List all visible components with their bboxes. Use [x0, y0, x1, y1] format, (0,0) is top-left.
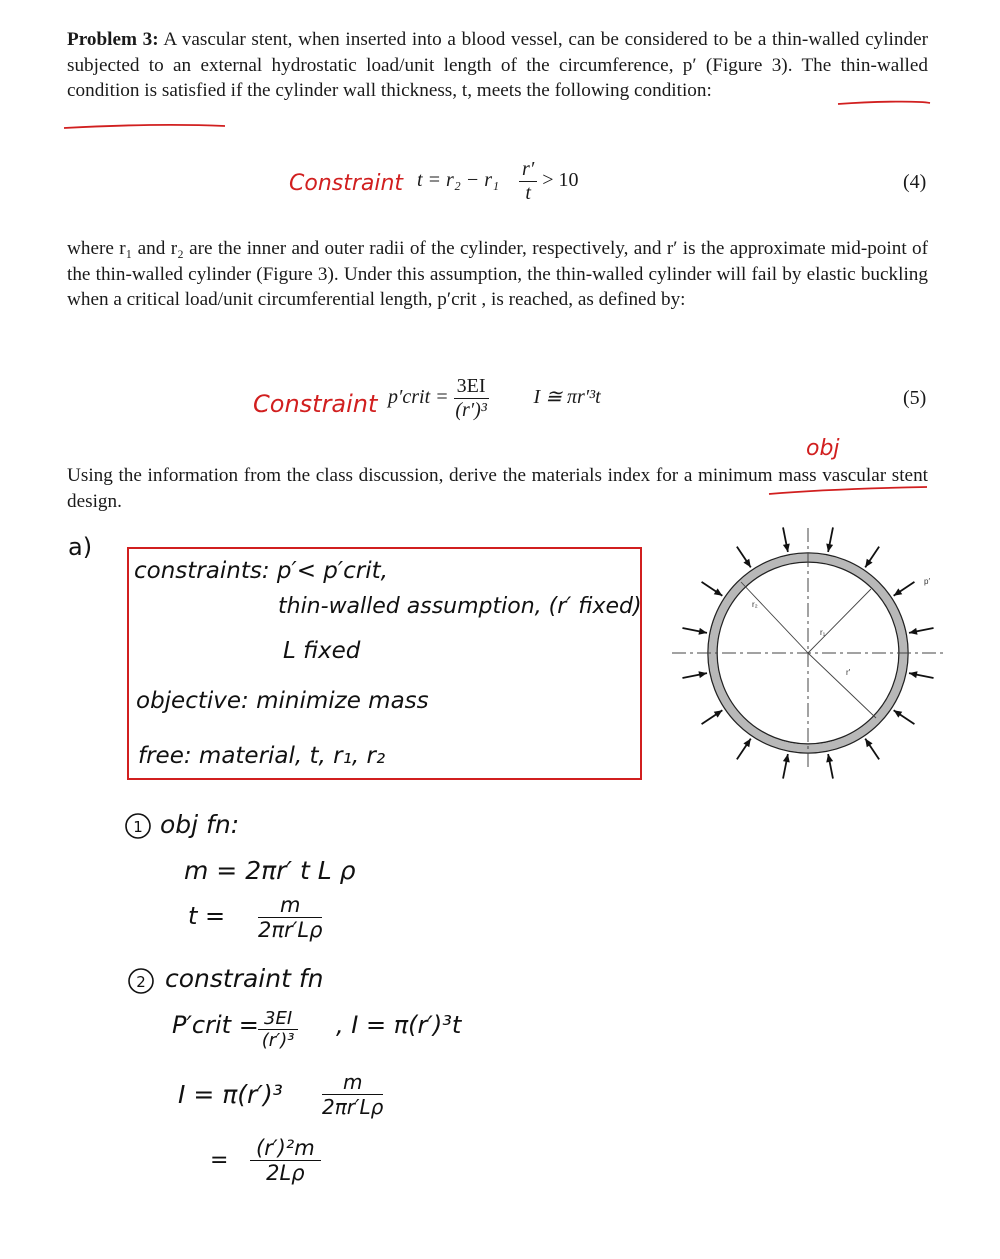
load-arrow-head — [743, 739, 750, 748]
figure-label-p-prime: p′ — [924, 577, 930, 586]
load-arrow-head — [783, 543, 790, 552]
paragraph-buckling: where r₁ and r₂ are the inner and outer radii of the cylinder, respectively, and r′ is the approximate mid-point of the thin-walled cylinder (Figure 3). Under this assumption, the thin-walled cylinder will fail by elastic buckling when a critical load/unit circumferential length, p′crit , is reached, as defined by: — [67, 238, 928, 310]
r2-line — [741, 582, 808, 653]
load-arrow-head — [783, 754, 790, 763]
equation-number-4: (4) — [903, 171, 927, 193]
intro-text-underlined: meets the following condition — [472, 80, 707, 101]
box-objective-line: objective: minimize mass — [136, 688, 429, 714]
constraint-annotation-1: Constraint — [289, 171, 404, 196]
box-constraints-line: constraints: p′< p′crit, — [134, 558, 388, 584]
problem-label: Problem 3: — [67, 29, 159, 50]
i-equation-fraction — [322, 1070, 383, 1119]
eq4-denominator: t — [525, 182, 531, 204]
step-1-title: obj fn: — [160, 810, 240, 839]
figure-label-r-prime: r′ — [846, 668, 851, 677]
eq5-numerator: 3EI — [454, 375, 489, 399]
i-equation-lhs: I = π(r′)³ — [178, 1080, 283, 1109]
load-arrow-head — [894, 588, 903, 595]
equation-5 — [388, 375, 601, 422]
figure-label-r1: r₁ — [820, 628, 826, 637]
load-arrow-head — [826, 543, 833, 552]
t-equation-lhs: t = — [188, 902, 226, 930]
eq5-fraction — [454, 375, 489, 422]
step-2-circle — [127, 967, 157, 997]
equation-number-5: (5) — [903, 387, 927, 409]
i-denominator: 2πr′Lρ — [322, 1095, 384, 1119]
equation-4 — [417, 158, 578, 205]
load-arrow-head — [894, 710, 903, 717]
load-arrow-head — [909, 671, 918, 678]
obj-annotation: obj — [806, 436, 840, 461]
final-numerator: (r′)²m — [250, 1136, 321, 1161]
final-denominator: 2Lρ — [266, 1161, 305, 1185]
eq4-numerator: r′ — [519, 158, 537, 182]
constraint-annotation-2: Constraint — [253, 390, 378, 418]
eq5-lhs: p′crit = — [388, 386, 449, 409]
step-1-number: 1 — [133, 818, 143, 836]
eq5-denominator: (r′)³ — [455, 399, 487, 421]
figure-label-r2: r₂ — [752, 600, 758, 609]
load-arrow-head — [698, 671, 707, 678]
load-arrow-head — [743, 559, 750, 568]
step-2-number: 2 — [136, 973, 146, 991]
i-numerator: m — [322, 1070, 383, 1095]
final-fraction — [250, 1136, 321, 1185]
load-arrow-head — [698, 628, 707, 635]
eq4-fraction — [519, 158, 537, 205]
mass-equation: m = 2πr′ t L ρ — [184, 856, 356, 885]
eq4-lhs: t = r₂ − r₁ — [417, 169, 500, 192]
box-length-line: L fixed — [283, 638, 361, 664]
underline-annotation-2 — [765, 478, 935, 498]
eq5-second: I ≅ πr′³t — [533, 386, 601, 409]
t-numerator: m — [258, 893, 322, 918]
load-arrow-head — [714, 710, 723, 717]
task-text: Using the information from the class discussion, derive the materials index for a — [67, 465, 693, 486]
stent-figure — [668, 520, 948, 780]
box-thin-walled-line: thin-walled assumption, (r′ fixed) — [278, 594, 642, 619]
part-a-label: a) — [68, 533, 93, 561]
pcrit-numerator: 3EI — [258, 1008, 298, 1030]
task-text-underlined: minimum mass — [692, 465, 817, 486]
t-denominator: 2πr′Lρ — [258, 918, 323, 942]
step-2-title: constraint fn — [165, 964, 324, 993]
paragraph-intro — [67, 27, 928, 104]
final-equals: = — [210, 1148, 229, 1173]
t-equation-fraction — [258, 893, 322, 942]
load-arrow-head — [865, 559, 872, 568]
pcrit-denominator: (r′)³ — [261, 1030, 295, 1051]
load-arrow-head — [714, 588, 723, 595]
load-arrow-head — [909, 628, 918, 635]
eq4-rhs: > 10 — [542, 169, 579, 192]
r1-line — [808, 589, 871, 653]
task-text-end: vascular stent design. — [67, 465, 928, 512]
intro-text-end: : — [706, 80, 712, 101]
pcrit-moment-of-inertia: , I = π(r′)³t — [336, 1011, 462, 1039]
intro-text: A vascular stent, when inserted into a blood vessel, can be considered to be a thin-walled cylinder subjected to an external hydrostatic load/unit length of the circumference, p′ (Figure 3). The thin-walled condition is satisfied if the cylinder wall thickness, t, — [67, 29, 928, 101]
box-free-line: free: material, t, r₁, r₂ — [138, 743, 386, 769]
load-arrow-head — [826, 754, 833, 763]
load-arrow-head — [865, 739, 872, 748]
underline-annotation-1 — [60, 100, 940, 135]
step-1-circle — [124, 812, 154, 842]
pcrit-fraction — [258, 1008, 298, 1051]
r-prime-line — [808, 653, 876, 718]
pcrit-lhs: P′crit = — [172, 1011, 259, 1039]
